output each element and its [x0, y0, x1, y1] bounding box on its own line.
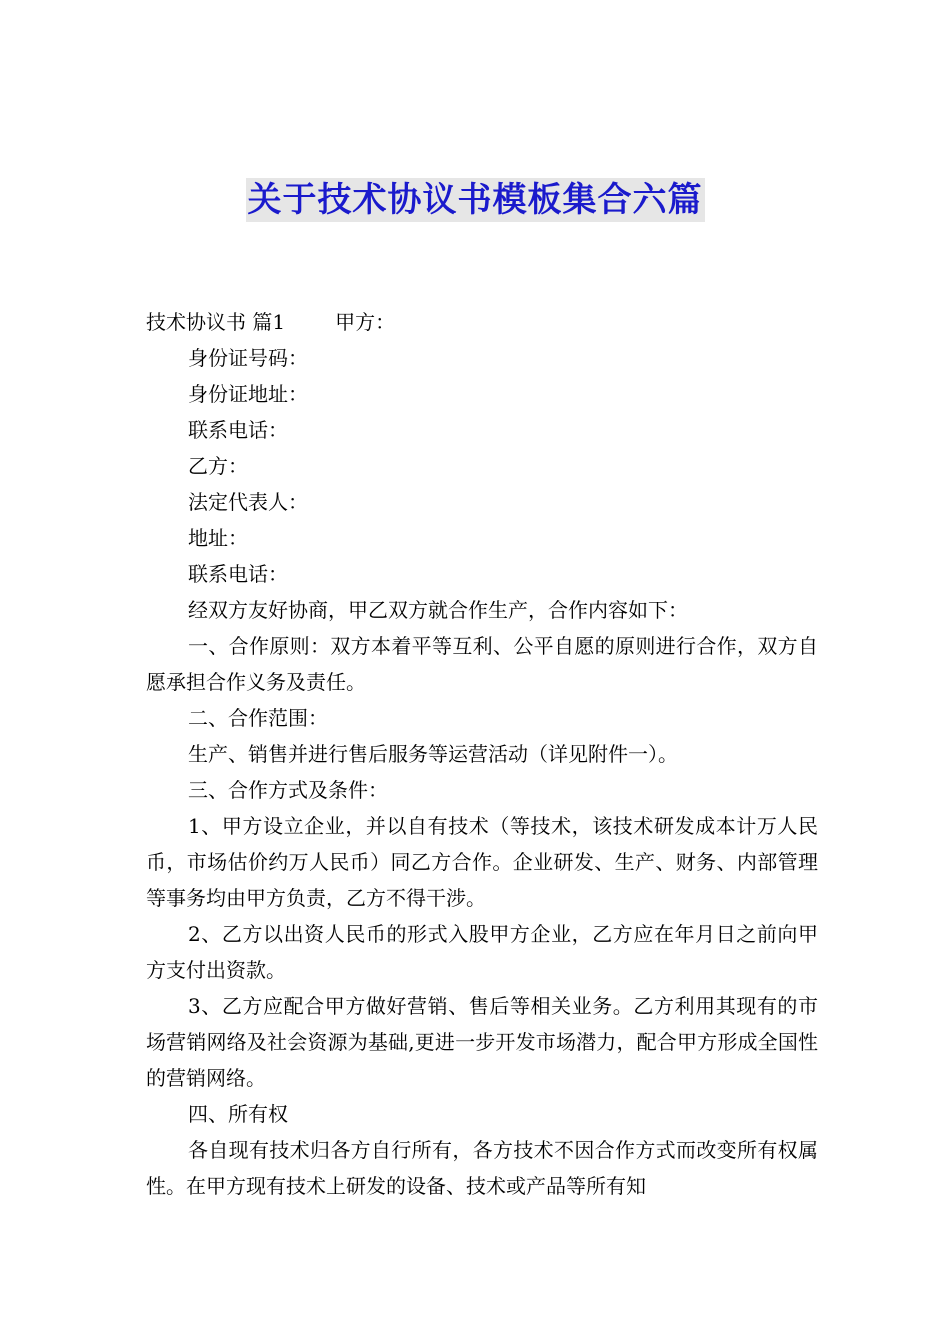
- paragraph-term-3: 3、乙方应配合甲方做好营销、售后等相关业务。乙方利用其现有的市场营销网络及社会资源为基础,更进一步开发市场潜力，配合甲方形成全国性的营销网络。: [146, 994, 818, 1090]
- paragraph-terms-heading: 三、合作方式及条件：: [188, 778, 388, 802]
- title-container: [0, 178, 950, 222]
- paragraph-ownership: 各自现有技术归各方自行所有，各方技术不因合作方式而改变所有权属性。在甲方现有技术上研发的设备、技术或产品等所有知: [146, 1138, 818, 1198]
- paragraph-id-number: 身份证号码：: [188, 346, 308, 370]
- document-body: [146, 304, 818, 1204]
- party-a-label: 甲方：: [335, 310, 396, 334]
- paragraph-term-1: 1、甲方设立企业，并以自有技术（等技术，该技术研发成本计万人民币，市场估价约万人民币）同乙方合作。企业研发、生产、财务、内部管理等事务均由甲方负责，乙方不得干涉。: [146, 814, 818, 910]
- paragraph-term-2: 2、乙方以出资人民币的形式入股甲方企业，乙方应在年月日之前向甲方支付出资款。: [146, 922, 818, 982]
- paragraph-phone-a: 联系电话：: [188, 418, 288, 442]
- paragraph-intro: 经双方友好协商，甲乙双方就合作生产，合作内容如下：: [188, 598, 688, 622]
- paragraph-principle: 一、合作原则：双方本着平等互利、公平自愿的原则进行合作，双方自愿承担合作义务及责任。: [146, 634, 818, 694]
- paragraph-phone-b: 联系电话：: [188, 562, 288, 586]
- heading-label: 技术协议书 篇1: [146, 310, 286, 334]
- paragraph-address: 地址：: [188, 526, 248, 550]
- paragraph-id-address: 身份证地址：: [188, 382, 308, 406]
- document-title: 关于技术协议书模板集合六篇: [247, 180, 703, 220]
- paragraph-scope-heading: 二、合作范围：: [188, 706, 328, 730]
- heading-line: [146, 304, 818, 340]
- paragraph-ownership-heading: 四、所有权: [188, 1102, 288, 1126]
- paragraph-party-b: 乙方：: [188, 454, 248, 478]
- paragraph-scope: 生产、销售并进行售后服务等运营活动（详见附件一）。: [188, 742, 678, 766]
- paragraph-legal-rep: 法定代表人：: [188, 490, 308, 514]
